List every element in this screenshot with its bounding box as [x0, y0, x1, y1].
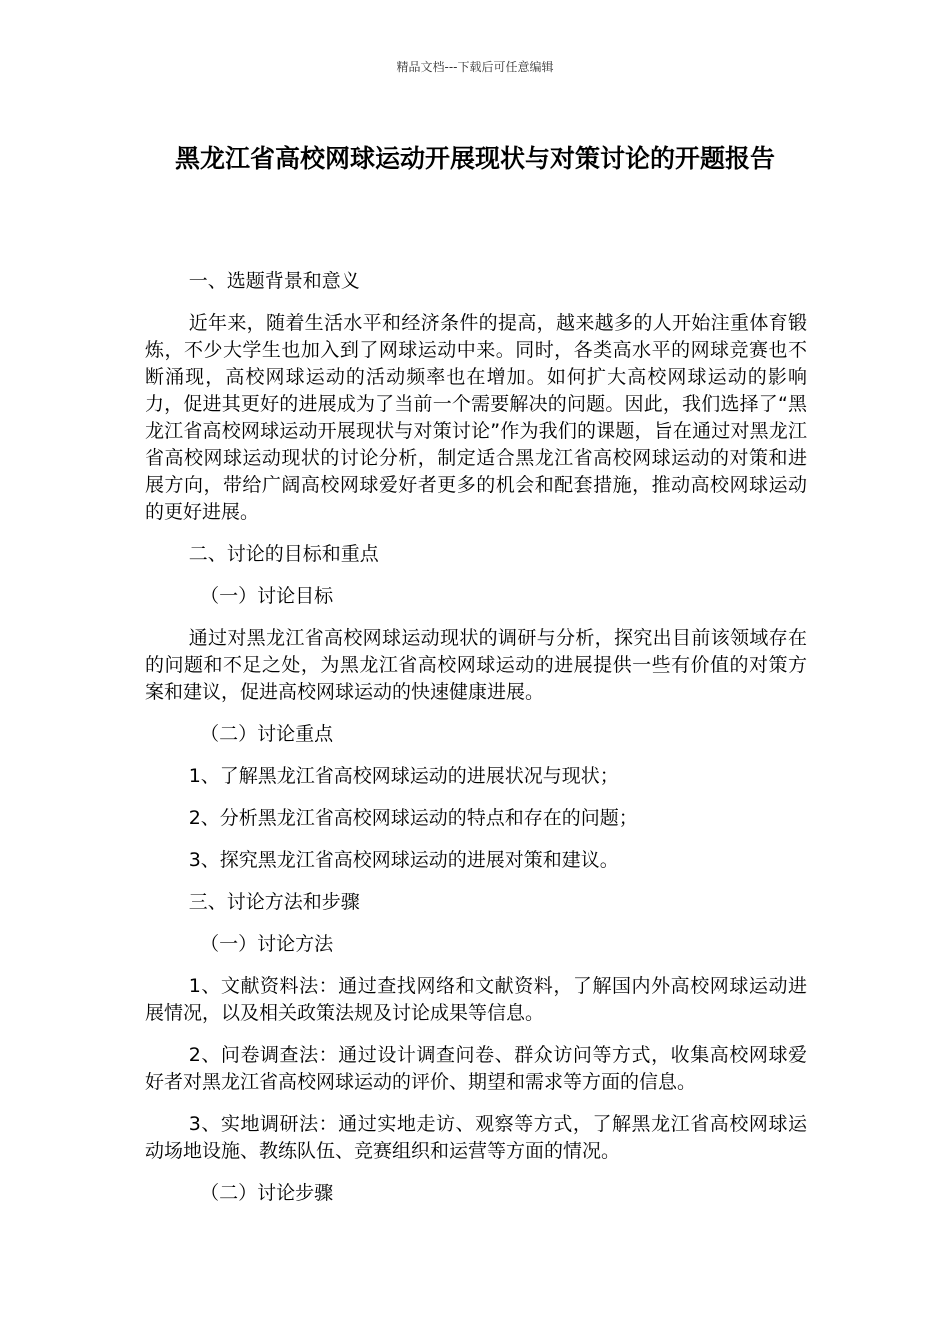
section-heading-background: 一、选题背景和意义 [188, 270, 360, 292]
focus-item-1: 1、了解黑龙江省高校网球运动的进展状况与现状； [188, 765, 619, 787]
header-note: 精品文档---下载后可任意编辑 [396, 60, 554, 74]
paragraph-background: 近年来，随着生活水平和经济条件的提高，越来越多的人开始注重体育锻炼，不少大学生也加入到了网球运动中来。同时，各类高水平的网球竞赛也不断涌现，高校网球运动的活动频率也在增加。如何扩大高校网球运动的影响力，促进其更好的进展成为了当前一个需要解决的问题。因此，我们选择了“黑龙江省高校网球运动开展现状与对策讨论”作为我们的课题，旨在通过对黑龙江省高校网球运动现状的讨论分析，制定适合黑龙江省高校网球运动的对策和进展方向，带给广阔高校网球爱好者更多的机会和配套措施，推动高校网球运动的更好进展。 [145, 312, 807, 523]
paragraph-research-goal: 通过对黑龙江省高校网球运动现状的调研与分析，探究出目前该领域存在的问题和不足之处，为黑龙江省高校网球运动的进展提供一些有价值的对策方案和建议，促进高校网球运动的快速健康进展。 [145, 627, 807, 703]
subheading-research-steps: （二）讨论步骤 [200, 1182, 334, 1204]
method-item-2: 2、问卷调查法：通过设计调查问卷、群众访问等方式，收集高校网球爱好者对黑龙江省高校网球运动的评价、期望和需求等方面的信息。 [145, 1044, 807, 1093]
section-heading-methods: 三、讨论方法和步骤 [188, 891, 360, 913]
subheading-research-goal: （一）讨论目标 [200, 585, 334, 607]
method-item-3: 3、实地调研法：通过实地走访、观察等方式，了解黑龙江省高校网球运动场地设施、教练队伍、竞赛组织和运营等方面的情况。 [145, 1113, 807, 1162]
subheading-research-focus: （二）讨论重点 [200, 723, 334, 745]
subheading-research-methods: （一）讨论方法 [200, 933, 334, 955]
document-title: 黑龙江省高校网球运动开展现状与对策讨论的开题报告 [174, 144, 775, 173]
focus-item-2: 2、分析黑龙江省高校网球运动的特点和存在的问题； [188, 807, 638, 829]
method-item-1: 1、文献资料法：通过查找网络和文献资料，了解国内外高校网球运动进展情况，以及相关政策法规及讨论成果等信息。 [145, 975, 807, 1024]
section-heading-goals: 二、讨论的目标和重点 [188, 543, 379, 565]
focus-item-3: 3、探究黑龙江省高校网球运动的进展对策和建议。 [188, 849, 619, 871]
document-body [145, 268, 807, 1222]
